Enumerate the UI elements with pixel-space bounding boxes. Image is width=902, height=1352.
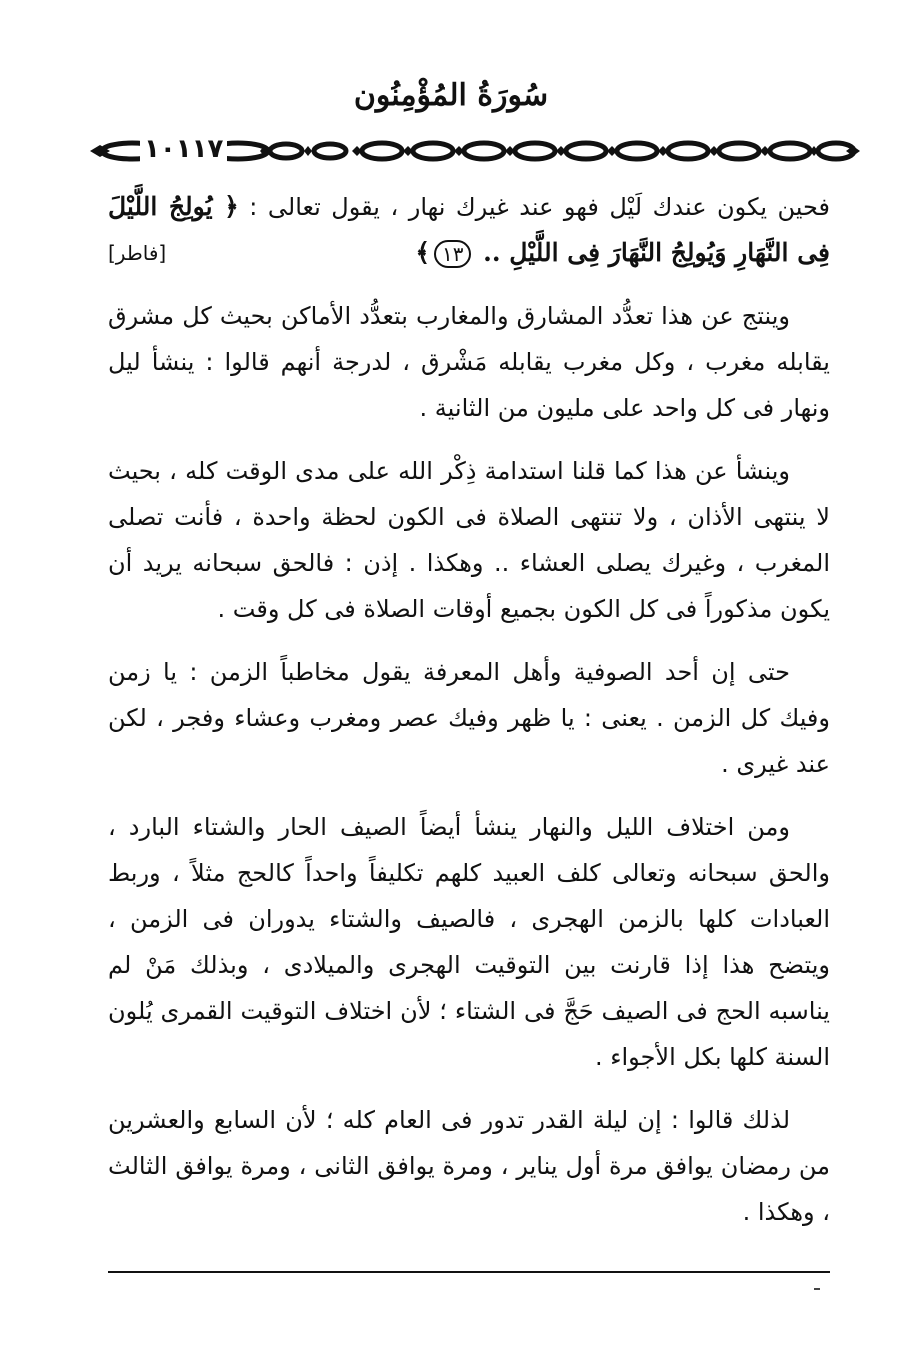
scan-speck <box>814 1288 820 1290</box>
paragraph-2: وينتج عن هذا تعدُّد المشارق والمغارب بتعدُّد الأماكن بحيث كل مشرق يقابله مغرب ، وكل مغرب يقابله مَشْرق ، لدرجة أنهم قالوا : ينشأ ليل ونهار فى كل واحد على مليون من الثانية . <box>108 302 830 422</box>
surah-title: سُورَةُ المُؤْمِنُون <box>353 78 549 113</box>
quran-bracket-close: ﴾ <box>415 238 430 267</box>
footer-rule <box>108 1271 830 1273</box>
paragraph-text: فحين يكون عندك لَيْل فهو عند غيرك نهار ، يقول تعالى : <box>249 193 830 221</box>
ayah-number: ١٣ <box>434 240 471 268</box>
paragraph-3: وينشأ عن هذا كما قلنا استدامة ذِكْر الله على مدى الوقت كله ، بحيث لا ينتهى الأذان ، ولا تنتهى الصلاة فى الكون لحظة واحدة ، فأنت تصلى المغرب ، وغيرك يصلى العشاء .. وهكذا . إذن : فالحق سبحانه يريد أن يكون مذكوراً فى كل الكون بجميع أوقات الصلاة فى كل وقت . <box>108 457 830 623</box>
body-text <box>108 184 830 1252</box>
paragraph-1 <box>108 184 830 276</box>
quran-verse: ﴿ يُولِجُ اللَّيْلَ فِى النَّهَارِ وَيُولِجُ النَّهَارَ فِى اللَّيْلِ .. <box>108 192 830 267</box>
page-number: ١٠١١٧ <box>140 134 227 164</box>
paragraph-6: لذلك قالوا : إن ليلة القدر تدور فى العام كله ؛ لأن السابع والعشرين من رمضان يوافق مرة أول يناير ، ومرة يوافق الثانى ، ومرة يوافق الثالث ، وهكذا . <box>108 1106 830 1226</box>
paragraph-5: ومن اختلاف الليل والنهار ينشأ أيضاً الصيف الحار والشتاء البارد ، والحق سبحانه وتعالى كلف العبيد كلهم تكليفاً واحداً كالحج مثلاً ، وربط العبادات كلها بالزمن الهجرى ، فالصيف والشتاء يدوران فى الزمن ، ويتضح هذا إذا قارنت بين التوقيت الهجرى والميلادى ، وبذلك مَنْ لم يناسبه الحج فى الصيف حَجَّ فى الشتاء ؛ لأن اختلاف التوقيت القمرى يُلون السنة كلها بكل الأجواء . <box>108 813 830 1071</box>
surah-reference: [فاطر] <box>108 241 167 265</box>
paragraph-4: حتى إن أحد الصوفية وأهل المعرفة يقول مخاطباً الزمن : يا زمن وفيك كل الزمن . يعنى : يا ظهر وفيك عصر ومغرب وعشاء وفجر ، لكن عند غيرى . <box>108 658 830 778</box>
